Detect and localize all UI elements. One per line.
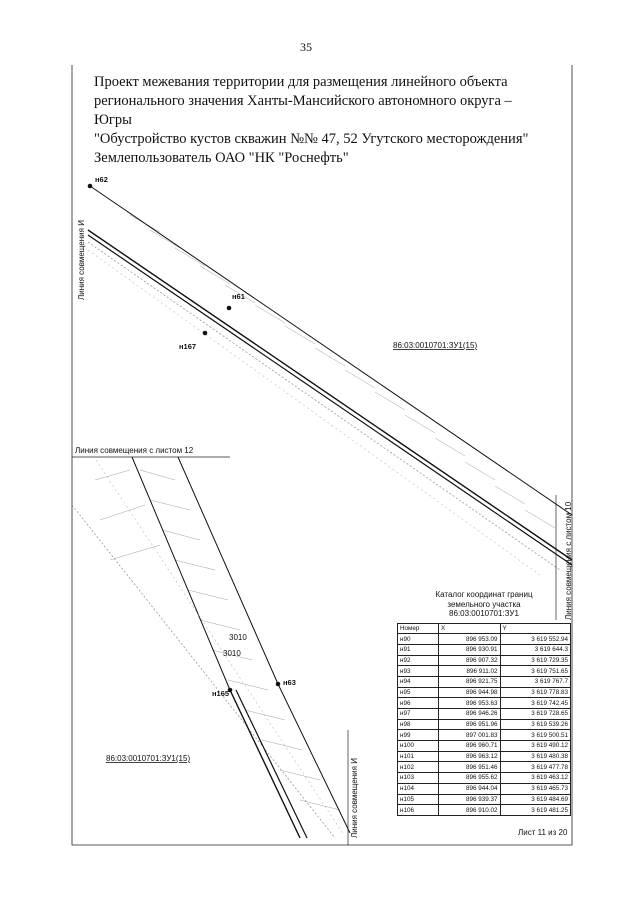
upper-road-line-1	[88, 230, 572, 560]
cell-x: 896 953.09	[439, 634, 501, 645]
cell-y: 3 619 477.78	[500, 762, 570, 773]
cell-point: н93	[398, 666, 439, 677]
cell-point: н92	[398, 655, 439, 666]
cell-x: 896 963.12	[439, 751, 501, 762]
table-row	[398, 698, 571, 709]
cell-y: 3 619 480.38	[500, 751, 570, 762]
table-row	[398, 687, 571, 698]
table-header-row	[398, 623, 571, 634]
cell-y: 3 619 490.12	[500, 741, 570, 752]
cell-point: н90	[398, 634, 439, 645]
cell-x: 896 953.63	[439, 698, 501, 709]
cell-point: н91	[398, 644, 439, 655]
point-n167-label: н167	[179, 342, 197, 351]
junction-label-left-bottom: Линия совмещения И	[350, 758, 359, 838]
cell-x: 896 951.46	[439, 762, 501, 773]
cell-x: 896 946.26	[439, 709, 501, 720]
sheet-label: Лист 11 из 20	[518, 828, 568, 837]
catalog-title-line-2: земельного участка	[447, 599, 521, 609]
page-number: 35	[300, 40, 312, 54]
point-n61-marker	[227, 306, 232, 311]
header-y: Y	[500, 623, 570, 634]
catalog-title-line-3: 86:03:0010701:ЗУ1	[449, 609, 519, 618]
upper-road-line-2	[88, 235, 572, 565]
title-line-4: "Обустройство кустов скважин №№ 47, 52 Угутского месторождения"	[94, 131, 529, 147]
upper-corridor-hatch	[130, 215, 555, 528]
table-row	[398, 794, 571, 805]
table-row	[398, 805, 571, 816]
title-line-1: Проект межевания территории для размещения линейного объекта	[94, 74, 508, 90]
table-row	[398, 709, 571, 720]
cell-point: н98	[398, 719, 439, 730]
point-n62-label: н62	[95, 175, 108, 184]
parcel-label-bottom: 86:03:0010701:ЗУ1(15)	[106, 754, 191, 763]
cell-x: 896 951.96	[439, 719, 501, 730]
cell-point: н103	[398, 773, 439, 784]
cell-x: 896 921.75	[439, 676, 501, 687]
cell-point: н96	[398, 698, 439, 709]
cell-x: 896 907.32	[439, 655, 501, 666]
point-n61-label: н61	[232, 292, 245, 301]
lower-road-line-1	[72, 505, 335, 838]
cell-x: 896 960.71	[439, 741, 501, 752]
cell-y: 3 619 481.25	[500, 805, 570, 816]
table-row	[398, 655, 571, 666]
cell-y: 3 619 644.3	[500, 644, 570, 655]
point-n63-label: н63	[283, 678, 296, 687]
title-line-3: Югры	[94, 112, 132, 128]
cell-y: 3 619 465.73	[500, 783, 570, 794]
lower-road-thick-1	[230, 690, 300, 838]
cell-x: 897 001.83	[439, 730, 501, 741]
header-x: X	[439, 623, 501, 634]
cell-y: 3 619 552.94	[500, 634, 570, 645]
cell-y: 3 619 751.65	[500, 666, 570, 677]
cell-point: н106	[398, 805, 439, 816]
point-n62-marker	[88, 184, 93, 189]
cell-y: 3 619 463.12	[500, 773, 570, 784]
point-n63-marker	[276, 682, 281, 687]
table-row	[398, 676, 571, 687]
cell-y: 3 619 742.45	[500, 698, 570, 709]
upper-road-line-4	[88, 250, 540, 575]
lower-road-thick-2	[236, 690, 307, 838]
catalog-title-line-1: Каталог координат границ	[435, 590, 533, 599]
point-n165-label: н165	[212, 689, 230, 698]
lower-road-line-2	[96, 460, 344, 835]
parcel-label-top: 86:03:0010701:ЗУ1(15)	[393, 341, 478, 350]
cell-point: н99	[398, 730, 439, 741]
table-row	[398, 741, 571, 752]
lower-boundary-line-1	[132, 457, 230, 690]
cell-point: н100	[398, 741, 439, 752]
cell-x: 896 939.37	[439, 794, 501, 805]
table-row	[398, 666, 571, 677]
cell-x: 896 911.02	[439, 666, 501, 677]
lower-boundary-line-3	[278, 684, 350, 833]
cell-point: н101	[398, 751, 439, 762]
table-row	[398, 730, 571, 741]
cell-point: н105	[398, 794, 439, 805]
cell-x: 896 944.04	[439, 783, 501, 794]
cell-x: 896 910.02	[439, 805, 501, 816]
cell-point: н102	[398, 762, 439, 773]
table-row	[398, 634, 571, 645]
cell-y: 3 619 500.51	[500, 730, 570, 741]
cell-point: н104	[398, 783, 439, 794]
cell-x: 896 930.91	[439, 644, 501, 655]
table-row	[398, 751, 571, 762]
cell-point: н94	[398, 676, 439, 687]
cell-x: 896 955.62	[439, 773, 501, 784]
table-row	[398, 644, 571, 655]
number-3010-b: 3010	[223, 649, 241, 658]
cell-y: 3 619 778.83	[500, 687, 570, 698]
table-row	[398, 783, 571, 794]
coordinate-catalog	[397, 590, 571, 816]
catalog-title	[397, 590, 571, 619]
cell-y: 3 619 728.65	[500, 709, 570, 720]
junction-label-sheet-10: Линия совмещения с листом 10	[564, 501, 573, 620]
table-row	[398, 762, 571, 773]
junction-label-sheet-12: Линия совмещения с листом 12	[75, 446, 194, 455]
table-row	[398, 719, 571, 730]
title-line-5: Землепользователь ОАО "НК "Роснефть"	[94, 150, 349, 166]
cell-x: 896 944.98	[439, 687, 501, 698]
cell-y: 3 619 539.26	[500, 719, 570, 730]
number-3010-a: 3010	[229, 633, 247, 642]
cell-point: н95	[398, 687, 439, 698]
upper-boundary-line	[90, 186, 572, 515]
title-line-2: регионального значения Ханты-Мансийского автономного округа –	[94, 93, 512, 109]
header-number: Номер	[398, 623, 439, 634]
cell-point: н97	[398, 709, 439, 720]
cell-y: 3 619 729.35	[500, 655, 570, 666]
cell-y: 3 619 484.69	[500, 794, 570, 805]
point-n167-marker	[203, 331, 208, 336]
cell-y: 3 619 767.7	[500, 676, 570, 687]
table-row	[398, 773, 571, 784]
coordinate-table	[397, 623, 571, 816]
junction-label-left: Линия совмещения И	[77, 220, 86, 300]
